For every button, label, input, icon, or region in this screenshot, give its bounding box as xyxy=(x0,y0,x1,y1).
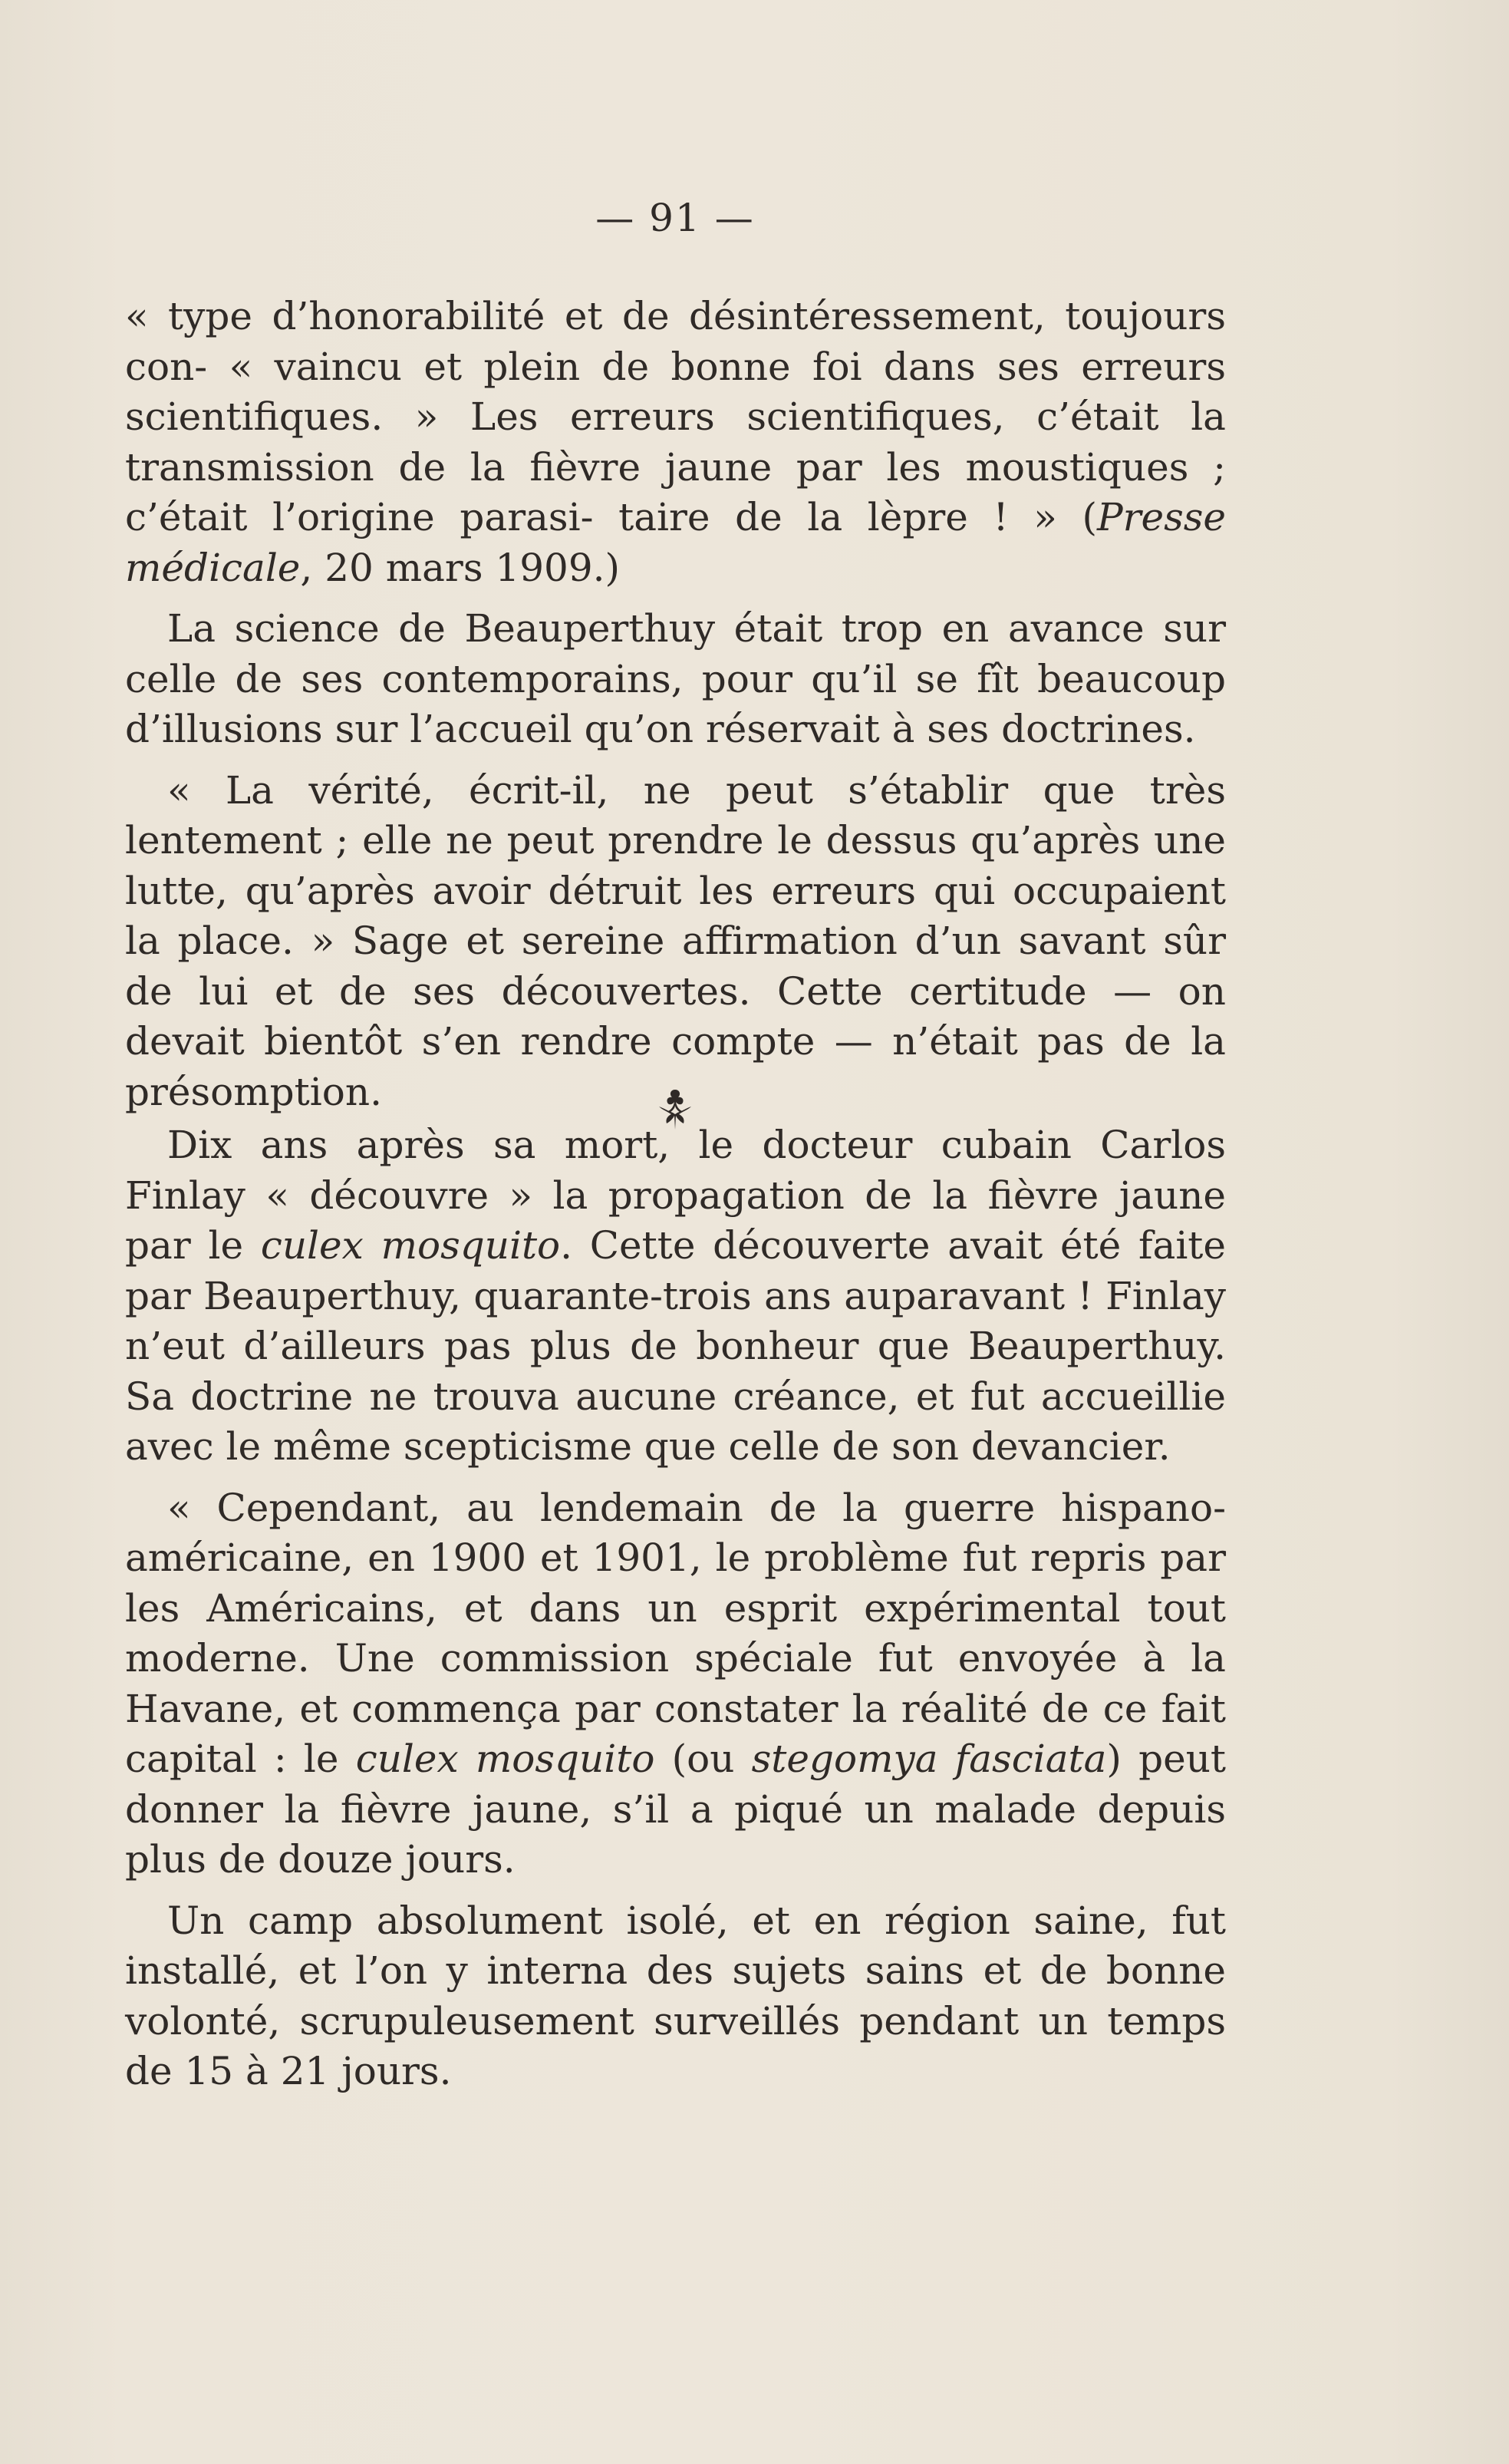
paragraph-beauperthuy-science: La science de Beauperthuy était trop en avance sur celle de ses contemporains, pour qu’il se fît beaucoup d’illusions sur l’accueil qu’on réservait à ses doctrines. xyxy=(125,606,1226,751)
text-block-bottom xyxy=(125,1120,1226,2108)
commission-text-a: « Cependant, au lendemain de la guerre hispano-américaine, en 1900 et 1901, le problème fut repris par les Américains, et dans un esprit expérimental tout moderne. Une commission spéciale fut envoyée à la Havane, et commença par constater la réalité de ce fait capital : le xyxy=(125,1485,1226,1781)
commission-text-b: ) peut donner la fièvre jaune, s’il a piqué un malade depuis plus de douze jours. xyxy=(125,1737,1227,1882)
finlay-text-b: . Cette découverte avait été faite par Beauperthuy, quarante-trois ans auparavant ! Finlay n’eut d’ailleurs pas plus de bonheur que Beauperthuy. Sa doctrine ne trouva aucune créance, et fut accueillie avec le même scepticisme que celle de son devancier. xyxy=(125,1223,1226,1469)
paragraph-commission xyxy=(125,1483,1226,1885)
quote-line-2: « vaincu et plein de bonne foi dans ses erreurs scientifiques. » xyxy=(125,344,1226,439)
text-block-top xyxy=(125,292,1226,1128)
commission-italic-stegomya: stegomya fasciata xyxy=(751,1737,1107,1781)
finlay-italic-culex: culex mosquito xyxy=(260,1223,561,1268)
paragraph-camp: Un camp absolument isolé, et en région saine, fut installé, et l’on y interna des sujets sains et de bonne volonté, scrupuleusement surveillés pendant un temps de 15 à 21 jours. xyxy=(125,1898,1226,2093)
quote-line-4: fièvre jaune par les moustiques ; c’était l’origine parasi- xyxy=(125,444,1226,539)
commission-italic-culex: culex mosquito xyxy=(355,1737,655,1781)
paragraph-quote-continuation xyxy=(125,292,1226,593)
quote-line-5: taire de la lèpre ! » ( xyxy=(618,495,1097,539)
citation-date: , 20 mars 1909.) xyxy=(300,545,621,590)
paragraph-verite-quote: « La vérité, écrit-il, ne peut s’établir que très lentement ; elle ne peut prendre le dessus qu’après une lutte, qu’après avoir détruit les erreurs qui occupaient la place. » Sage et sereine affirmation d’un savant sûr de lui et de ses découvertes. Cette certitude — on devait bientôt s’en rendre compte — n’était pas de la présomption. xyxy=(125,767,1226,1114)
quote-line-3: Les erreurs scientifiques, c’était la transmission de la xyxy=(125,394,1226,490)
page-number: — 91 — xyxy=(595,196,755,240)
paragraph-finlay xyxy=(125,1120,1226,1473)
citation-source: Presse médicale xyxy=(125,495,1226,590)
finlay-text-a: Dix ans après sa mort, le docteur cubain Carlos Finlay « découvre » la propagation de la fièvre jaune par le xyxy=(125,1123,1226,1268)
quote-line-1: « type d’honorabilité et de désintéressement, toujours con- xyxy=(125,294,1226,389)
commission-text-mid: (ou xyxy=(654,1737,752,1781)
